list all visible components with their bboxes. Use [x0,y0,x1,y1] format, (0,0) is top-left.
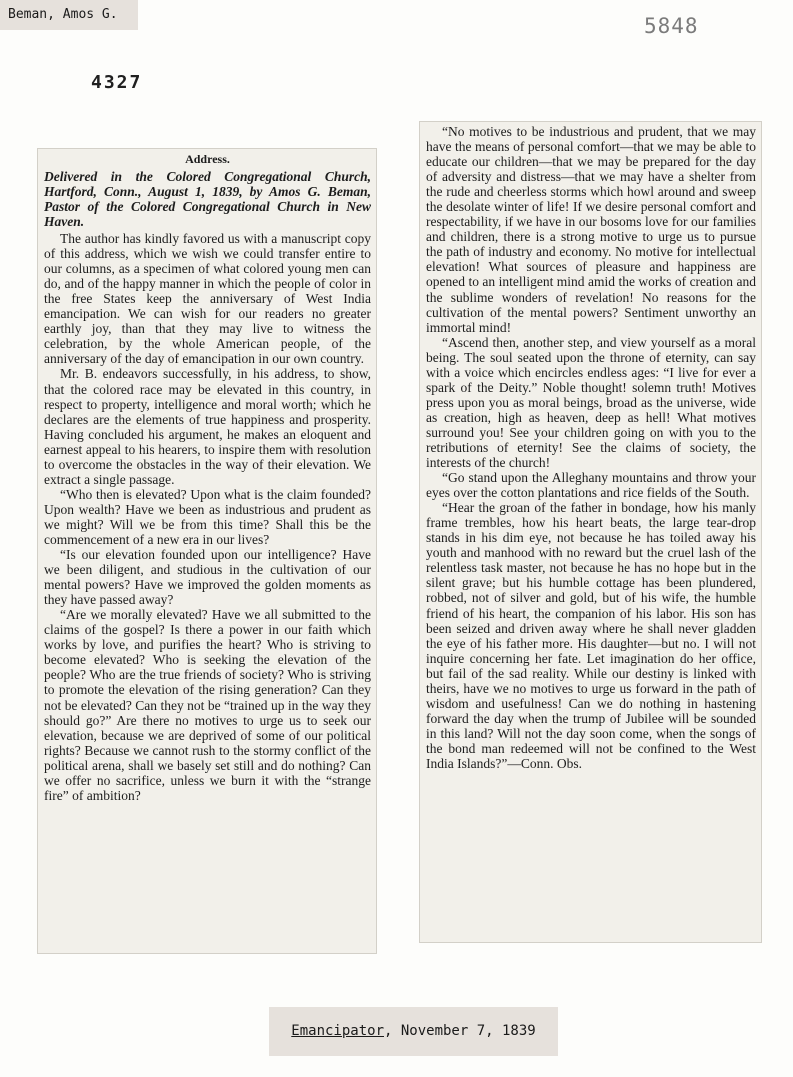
source-title: Emancipator [291,1023,384,1039]
clipping-number: 4327 [91,72,143,93]
article-subheading: Delivered in the Colored Congregational Church, Hartford, Conn., August 1, 1839, by Amos G. Beman, Pastor of the Colored Congregational Church in New Haven. [44,169,371,230]
article-paragraph: “Hear the groan of the father in bondage, how his manly frame trembles, how his heart beats, the large tear-drop stands in his dim eye, not because he has toiled away his youth and manhood with no reward but the cruel lash of the relentless task master, not because he has no hope but in the silent grave; but his humble cottage has been plundered, robbed, not of silver and gold, but of his wife, the humble friend of his heart, the companion of his labor. His son has been seized and driven away where he shall never gladden the eye of his father more. His daughter—but no. I will not inquire concerning her fate. Let imagination do her office, but fail of the sad reality. While our destiny is linked with theirs, have we no motives to urge us forward in the path of wisdom and usefulness! Can we do nothing in hastening forward the day when the trump of Jubilee will be sounded in this land? Will not the day soon come, when the songs of the bond man redeemed will not be confined to the West India Islands?”—Conn. Obs. [426,500,756,771]
catalog-number: 5848 [644,14,699,38]
article-paragraph: “Ascend then, another step, and view yourself as a moral being. The soul seated upon the throne of eternity, can say with a voice which encircles endless ages: “I live for ever a spark of the Deity.” Noble thought! solemn truth! Motives press upon you as moral beings, broad as the universe, wide as creation, high as heaven, deep as hell! What motives surround you! See your children going on with you to the retributions of eternity! See the claims of society, the interests of the church! [426,334,756,471]
source-date: , November 7, 1839 [384,1023,536,1039]
article-paragraph: The author has kindly favored us with a manuscript copy of this address, which we wish we could transfer entire to our columns, as a specimen of what colored young men can do, and of the happy manner in which the people of color in the free States keep the anniversary of West India emancipation. We can wish for our readers no greater earthly joy, than that they may live to witness the celebration, by the whole American people, of the anniversary of the day of emancipation in our own country. [44,231,371,367]
article-column-right [419,121,762,943]
name-tag: Beman, Amos G. [0,0,138,30]
article-paragraph: “Go stand upon the Alleghany mountains and throw your eyes over the cotton plantations and rice fields of the South. [426,470,756,501]
article-paragraph: Mr. B. endeavors successfully, in his address, to show, that the colored race may be elevated in this country, in respect to property, intelligence and moral worth; which he declares are the elements of true happiness and prosperity. Having concluded his argument, he makes an eloquent and earnest appeal to his hearers, to inspire them with resolution to overcome the obstacles in the way of their elevation. We extract a single passage. [44,366,371,487]
article-paragraph: “Is our elevation founded upon our intelligence? Have we been diligent, and studious in the cultivation of our mental powers? Have we improved the golden moments as they have passed away? [44,547,371,608]
source-citation [269,1007,558,1056]
article-column-left [37,148,377,954]
article-heading: Address. [185,152,230,166]
article-paragraph: “Who then is elevated? Upon what is the claim founded? Upon wealth? Have we been as industrious and prudent as we might? Will we be from this time? Shall this be the commencement of a new era in our lives? [44,486,371,547]
article-paragraph: “No motives to be industrious and prudent, that we may have the means of personal comfort—that we may be able to educate our children—that we may be prepared for the day of adversity and distress—that we may have a shelter from the rude and cheerless storms which howl around and sweep the desolate winter of life! If we desire personal comfort and respectability, if we have in our bosoms love for our families and children, there is a strong motive to urge us to pursue the path of industry and economy. No motive for intellectual elevation! What sources of pleasure and happiness are opened to an intelligent mind amid the works of creation and the sublime wonders of revelation! No reasons for the cultivation of the mental powers? Sentiment unworthy an immortal mind! [426,124,756,335]
article-paragraph: “Are we morally elevated? Have we all submitted to the claims of the gospel? Is there a power in our faith which works by love, and purifies the heart? Who is striving to become elevated? Who is seeking the elevation of the people? Who are the true friends of society? Who is striving to promote the elevation of the rising generation? Can they not be elevated? Can they not be “trained up in the way they should go?” Are there no motives to urge us to seek our elevation, because we are deprived of some of our political rights? Because we cannot rush to the stormy conflict of the political arena, shall we basely set still and do nothing? Can we offer no sacrifice, unless we burn it with the “strange fire” of ambition? [44,607,371,803]
